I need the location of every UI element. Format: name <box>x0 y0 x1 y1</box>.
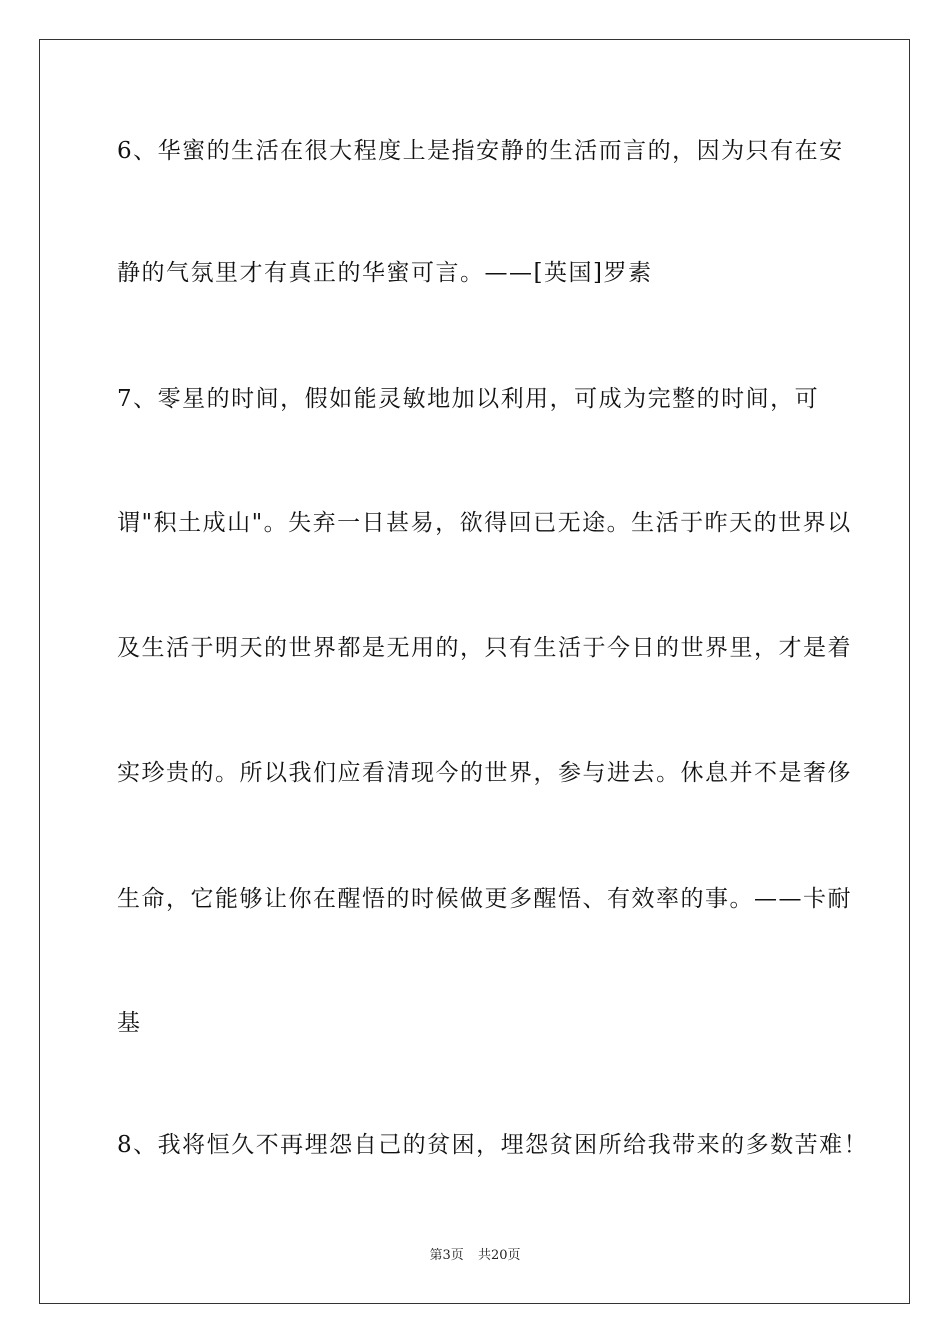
text-line-5: 及生活于明天的世界都是无用的，只有生活于今日的世界里，才是着 <box>117 635 852 661</box>
text-line-7: 生命，它能够让你在醒悟的时候做更多醒悟、有效率的事。——卡耐 <box>117 886 852 912</box>
text-line-4: 谓"积土成山"。失弃一日甚易，欲得回已无途。生活于昨天的世界以 <box>117 510 852 536</box>
text-line-9: 8、我将恒久不再埋怨自己的贫困，埋怨贫困所给我带来的多数苦难！ <box>117 1132 869 1158</box>
text-line-6: 实珍贵的。所以我们应看清现今的世界，参与进去。休息并不是奢侈 <box>117 760 852 786</box>
text-line-2: 静的气氛里才有真正的华蜜可言。——[英国]罗素 <box>117 260 653 286</box>
page-frame <box>39 39 910 1304</box>
page-total: 共20页 <box>477 1248 521 1263</box>
page-number: 第3页 <box>429 1248 464 1263</box>
text-line-1: 6、华蜜的生活在很大程度上是指安静的生活而言的，因为只有在安 <box>117 138 844 164</box>
text-line-3: 7、零星的时间，假如能灵敏地加以利用，可成为完整的时间，可 <box>117 386 820 412</box>
text-line-8: 基 <box>117 1010 142 1036</box>
page-footer <box>0 1247 950 1265</box>
